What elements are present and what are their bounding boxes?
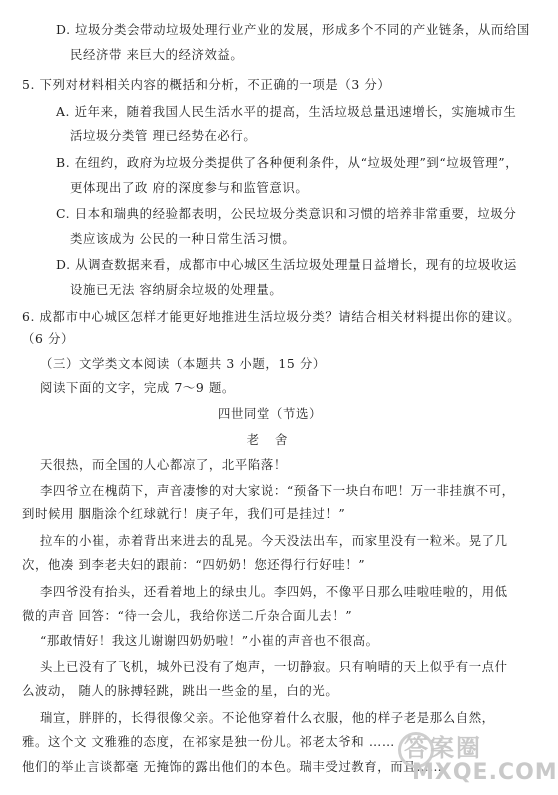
passage-para-4-line-1: 李四爷没有抬头，还看着地上的绿虫儿。李四妈，不像平日那么哇啦哇啦的，用低 — [40, 584, 508, 599]
passage-para-6-line-1: 头上已没有了飞机，城外已没有了炮声，一切静寂。只有响晴的天上似乎有一点什 — [40, 659, 508, 674]
passage-para-3-line-1: 拉车的小崔，赤着背出来进去的乱晃。今天没法出车，而家里没有一粒米。晃了几 — [40, 533, 508, 548]
question-5-stem: 5. 下列对材料相关内容的概括和分析，不正确的一项是（3 分） — [22, 77, 391, 92]
q5-option-d-line-2: 设施已无法 容纳厨余垃圾的处理量。 — [70, 282, 283, 297]
section-3-heading: （三）文学类文本阅读（本题共 3 小题，15 分） — [40, 356, 326, 371]
passage-para-7-line-2: 雅。这个文 文雅雅的态度，在祁家是独一份儿。祁老太爷和 …… — [22, 734, 395, 749]
passage-author: 老 舍 — [246, 432, 294, 447]
passage-para-2-line-1: 李四爷立在槐荫下，声音凄惨的对大家说：“预备下一块白布吧！万一非挂旗不可， — [40, 483, 515, 498]
passage-para-4-line-2: 微的声音 回答：“待一会儿，我给你送二斤杂合面儿去！” — [22, 608, 353, 623]
q5-option-b-line-1: B. 在纽约，政府为垃圾分类提供了各种便利条件，从“垃圾处理”到“垃圾管理”， — [56, 155, 519, 170]
q5-option-a-line-2: 活垃圾分类管 理已经势在必行。 — [70, 128, 257, 143]
passage-para-6-line-2: 么波动， 随人的脉搏轻跳，跳出一些金的星，白的光。 — [22, 683, 339, 698]
q5-option-b-line-2: 更体现出了政 府的深度参与和监管意识。 — [70, 180, 309, 195]
q5-option-d-line-1: D. 从调查数据来看，成都市中心城区生活垃圾处理量日益增长，现有的垃圾收运 — [56, 257, 517, 272]
watermark — [398, 726, 558, 792]
passage-para-2-line-2: 到时候用 胭脂涂个红球就行！庚子年，我们可是挂过！” — [22, 506, 346, 521]
passage-para-3-line-2: 次，他凑 到李老夫妇的跟前：“四奶奶！您还得行行好哇！” — [22, 557, 366, 572]
reading-instruction: 阅读下面的文字，完成 7～9 题。 — [40, 380, 235, 395]
question-6-stem: 6. 成都市中心城区怎样才能更好地推进生活垃圾分类？请结合相关材料提出你的建议。 — [22, 309, 521, 324]
watermark-text-url: MXQE.COM — [412, 760, 558, 785]
question-6-score: （6 分） — [22, 331, 74, 346]
passage-para-7-line-1: 瑞宣，胖胖的，长得很像父亲。不论他穿着什么衣服，他的样子老是那么自然， — [40, 710, 495, 725]
passage-para-1: 天很热，而全国的人心都凉了，北平陷落！ — [40, 457, 287, 472]
passage-para-5: “那敢情好！我这儿谢谢四奶奶啦！”小崔的声音也不很高。 — [40, 633, 379, 648]
passage-title: 四世同堂（节选） — [218, 406, 322, 421]
q5-option-a-line-1: A. 近年来，随着我国人民生活水平的提高，生活垃圾总量迅速增长，实施城市生 — [56, 104, 517, 119]
option-d-prev-line-2: 民经济带 来巨大的经济效益。 — [70, 47, 244, 62]
q5-option-c-line-2: 类应该成为 公民的一种日常生活习惯。 — [70, 231, 296, 246]
passage-para-7-line-3: 他们的举止言谈都毫 无掩饰的露出他们的本色。瑞丰受过教育，而且…… — [22, 759, 443, 774]
q5-option-c-line-1: C. 日本和瑞典的经验都表明，公民垃圾分类意识和习惯的培养非常重要，垃圾分 — [56, 206, 517, 221]
option-d-prev-line-1: D. 垃圾分类会带动垃圾处理行业产业的发展，形成多个不同的产业链条，从而给国 — [56, 22, 530, 37]
watermark-text-cn: 答案圈 — [404, 734, 482, 762]
